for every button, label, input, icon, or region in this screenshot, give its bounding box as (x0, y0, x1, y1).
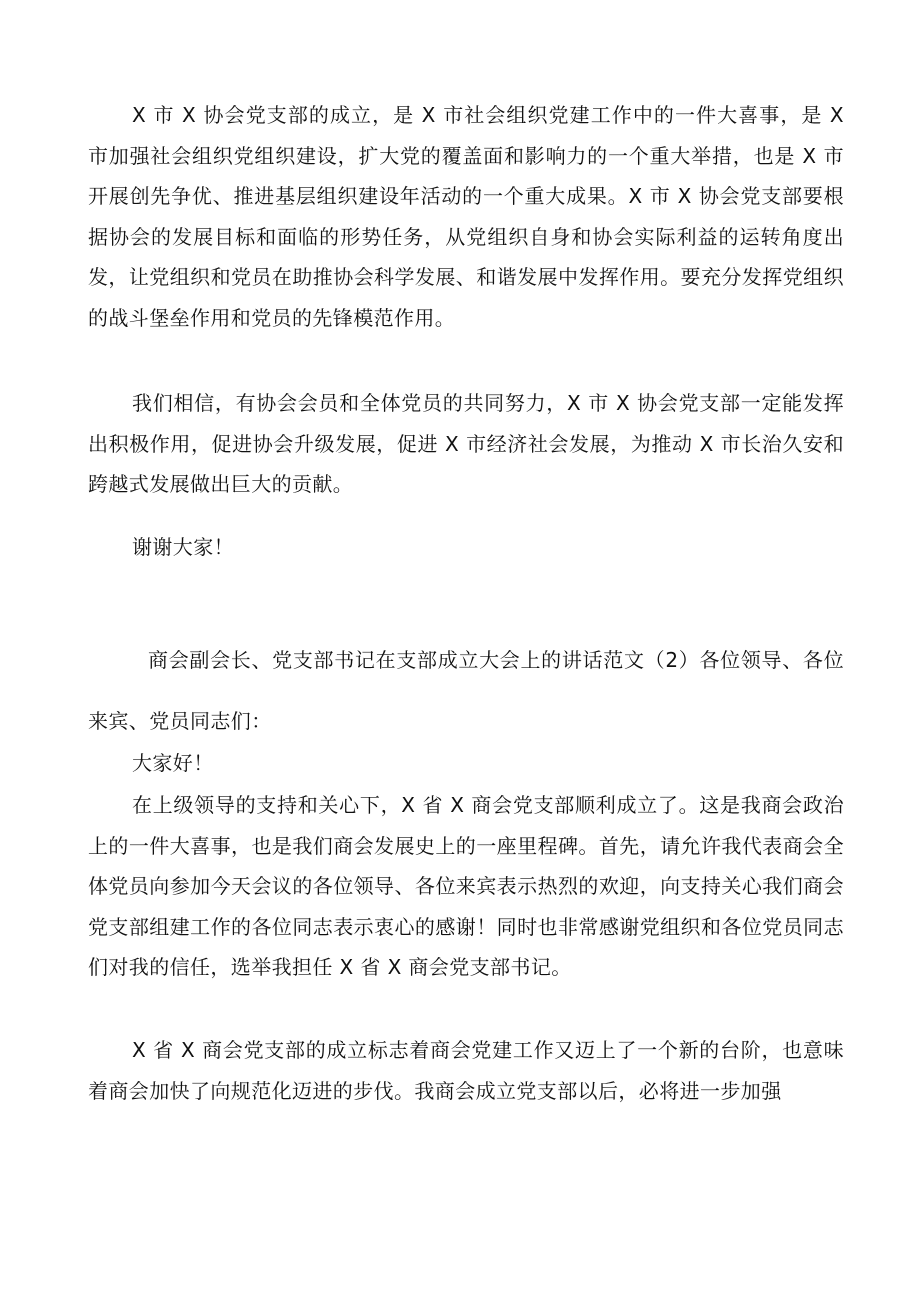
paragraph-thanks: 谢谢大家！ (132, 535, 234, 559)
paragraph-belief-statement: 我们相信，有协会会员和全体党员的共同努力，X 市 X 协会党支部一定能发挥出积极作用，促进协会升级发展，促进 X 市经济社会发展，为推动 X 市长治久安和跨越式发展做出巨大的贡献。 (88, 391, 844, 496)
speech-title-and-salutation: 商会副会长、党支部书记在支部成立大会上的讲话范文（2）各位领导、各位来宾、党员同志们： (88, 648, 844, 733)
paragraph-association-branch-founding: X 市 X 协会党支部的成立，是 X 市社会组织党建工作中的一件大喜事，是 X 市加强社会组织党组织建设，扩大党的覆盖面和影响力的一个重大举措，也是 X 市开展创先争优、推进基层组织建设年活动的一个重大成果。X 市 X 协会党支部要根据协会的发展目标和面临的形势任务，从党组织自身和协会实际利益的运转角度出发，让党组织和党员在助推协会科学发展、和谐发展中发挥作用。要充分发挥党组织的战斗堡垒作用和党员的先锋模范作用。 (88, 103, 844, 330)
paragraph-greeting: 大家好！ (132, 751, 214, 775)
paragraph-significance: X 省 X 商会党支部的成立标志着商会党建工作又迈上了一个新的台阶，也意味着商会加快了向规范化迈进的步伐。我商会成立党支部以后，必将进一步加强 (88, 1038, 844, 1103)
paragraph-chamber-branch-founding: 在上级领导的支持和关心下，X 省 X 商会党支部顺利成立了。这是我商会政治上的一件大喜事，也是我们商会发展史上的一座里程碑。首先，请允许我代表商会全体党员向参加今天会议的各位领导、各位来宾表示热烈的欢迎，向支持关心我们商会党支部组建工作的各位同志表示衷心的感谢！同时也非常感谢党组织和各位党员同志们对我的信任，选举我担任 X 省 X 商会党支部书记。 (88, 793, 844, 979)
